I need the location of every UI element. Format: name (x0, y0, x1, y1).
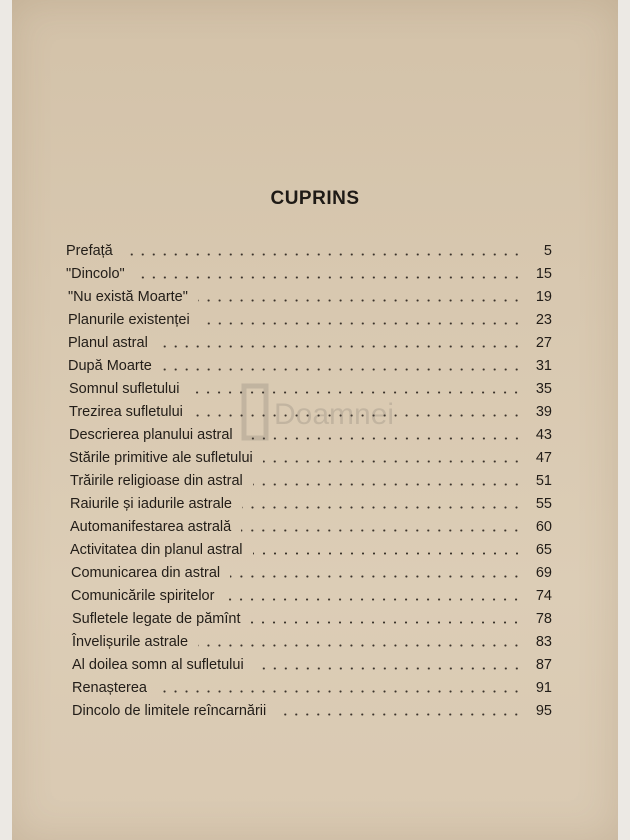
toc-entry-title: "Nu există Moarte" (68, 289, 188, 305)
toc-entry-page-number: 78 (535, 611, 552, 627)
toc-entry-page-number: 69 (535, 565, 552, 581)
toc-entry-title: Automanifestarea astrală (70, 519, 232, 535)
toc-entry (70, 470, 552, 493)
toc-entry-page-number: 74 (535, 588, 552, 604)
toc-entry-title: Trăirile religioase din astral (70, 473, 243, 489)
toc-entry-page-number: 19 (535, 289, 552, 305)
toc-entry-title: După Moarte (68, 358, 152, 374)
toc-entry-title: Prefață (66, 243, 113, 259)
toc-entry (68, 355, 552, 378)
toc-entry (71, 562, 552, 585)
dot-leader (162, 368, 522, 371)
toc-entry (69, 378, 552, 401)
dot-leader (241, 529, 522, 532)
toc-entry-page-number: 60 (535, 519, 552, 535)
toc-entry-title: Comunicarea din astral (71, 565, 221, 581)
toc-entry-title: Sufletele legate de pămînt (72, 611, 241, 627)
dot-leader (242, 506, 522, 509)
dot-leader (250, 621, 522, 624)
toc-entry (72, 654, 552, 677)
toc-entry (72, 677, 552, 700)
toc-entry-page-number: 39 (535, 404, 552, 420)
toc-entry-page-number: 95 (535, 703, 552, 719)
dot-leader (193, 414, 522, 417)
toc-entry (70, 516, 552, 539)
toc-entry-page-number: 83 (535, 634, 552, 650)
toc-entry-title: Trezirea sufletului (69, 404, 183, 420)
dot-leader (198, 299, 522, 302)
dot-leader (243, 437, 522, 440)
table-of-contents (66, 240, 552, 723)
dot-leader (254, 667, 522, 670)
toc-entry (68, 332, 552, 355)
toc-entry (68, 309, 552, 332)
toc-entry-title: "Dincolo" (66, 266, 125, 282)
watermark-text: Doamnei (274, 398, 395, 431)
dot-leader (189, 391, 522, 394)
toc-entry-page-number: 91 (535, 680, 552, 696)
dot-leader (157, 690, 522, 693)
toc-entry-title: Comunicările spiritelor (71, 588, 215, 604)
toc-entry (70, 539, 552, 562)
page-title: CUPRINS (270, 188, 360, 209)
toc-entry (69, 424, 552, 447)
toc-entry-title: Stările primitive ale sufletului (69, 450, 253, 466)
dot-leader (263, 460, 522, 463)
dot-leader (230, 575, 522, 578)
toc-entry (72, 608, 552, 631)
toc-entry (69, 401, 552, 424)
toc-entry-page-number: 65 (535, 542, 552, 558)
toc-entry-title: Somnul sufletului (69, 381, 180, 397)
dot-leader (200, 322, 522, 325)
toc-entry-page-number: 15 (535, 266, 552, 282)
toc-entry-title: Descrierea planului astral (69, 427, 233, 443)
toc-entry-page-number: 35 (535, 381, 552, 397)
book-page (12, 0, 618, 840)
toc-entry-page-number: 55 (535, 496, 552, 512)
toc-entry-page-number: 31 (535, 358, 552, 374)
toc-entry-page-number: 5 (543, 243, 552, 259)
dot-leader (198, 644, 522, 647)
toc-entry (68, 286, 552, 309)
toc-entry-title: Planul astral (68, 335, 148, 351)
toc-entry (66, 240, 552, 263)
toc-entry-title: Renașterea (72, 680, 147, 696)
dot-leader (253, 552, 523, 555)
dot-leader (276, 713, 522, 716)
toc-entry-title: Raiurile și iadurile astrale (70, 496, 232, 512)
toc-entry (69, 447, 552, 470)
toc-entry (72, 631, 552, 654)
toc-entry (72, 700, 552, 723)
toc-entry-page-number: 23 (535, 312, 552, 328)
toc-entry-title: Învelișurile astrale (72, 634, 189, 650)
toc-entry-page-number: 27 (535, 335, 552, 351)
toc-entry-title: Planurile existenței (68, 312, 190, 328)
dot-leader (253, 483, 522, 486)
toc-entry-page-number: 43 (535, 427, 552, 443)
dot-leader (158, 345, 522, 348)
toc-entry (70, 493, 552, 516)
toc-entry-page-number: 47 (535, 450, 552, 466)
dot-leader (224, 598, 522, 601)
toc-entry-title: Al doilea somn al sufletului (72, 657, 244, 673)
dot-leader (123, 253, 522, 256)
toc-entry (66, 263, 552, 286)
dot-leader (135, 276, 522, 279)
toc-entry-title: Dincolo de limitele reîncarnării (72, 703, 267, 719)
toc-entry-page-number: 87 (535, 657, 552, 673)
toc-entry-title: Activitatea din planul astral (70, 542, 243, 558)
toc-entry (71, 585, 552, 608)
toc-entry-page-number: 51 (535, 473, 552, 489)
